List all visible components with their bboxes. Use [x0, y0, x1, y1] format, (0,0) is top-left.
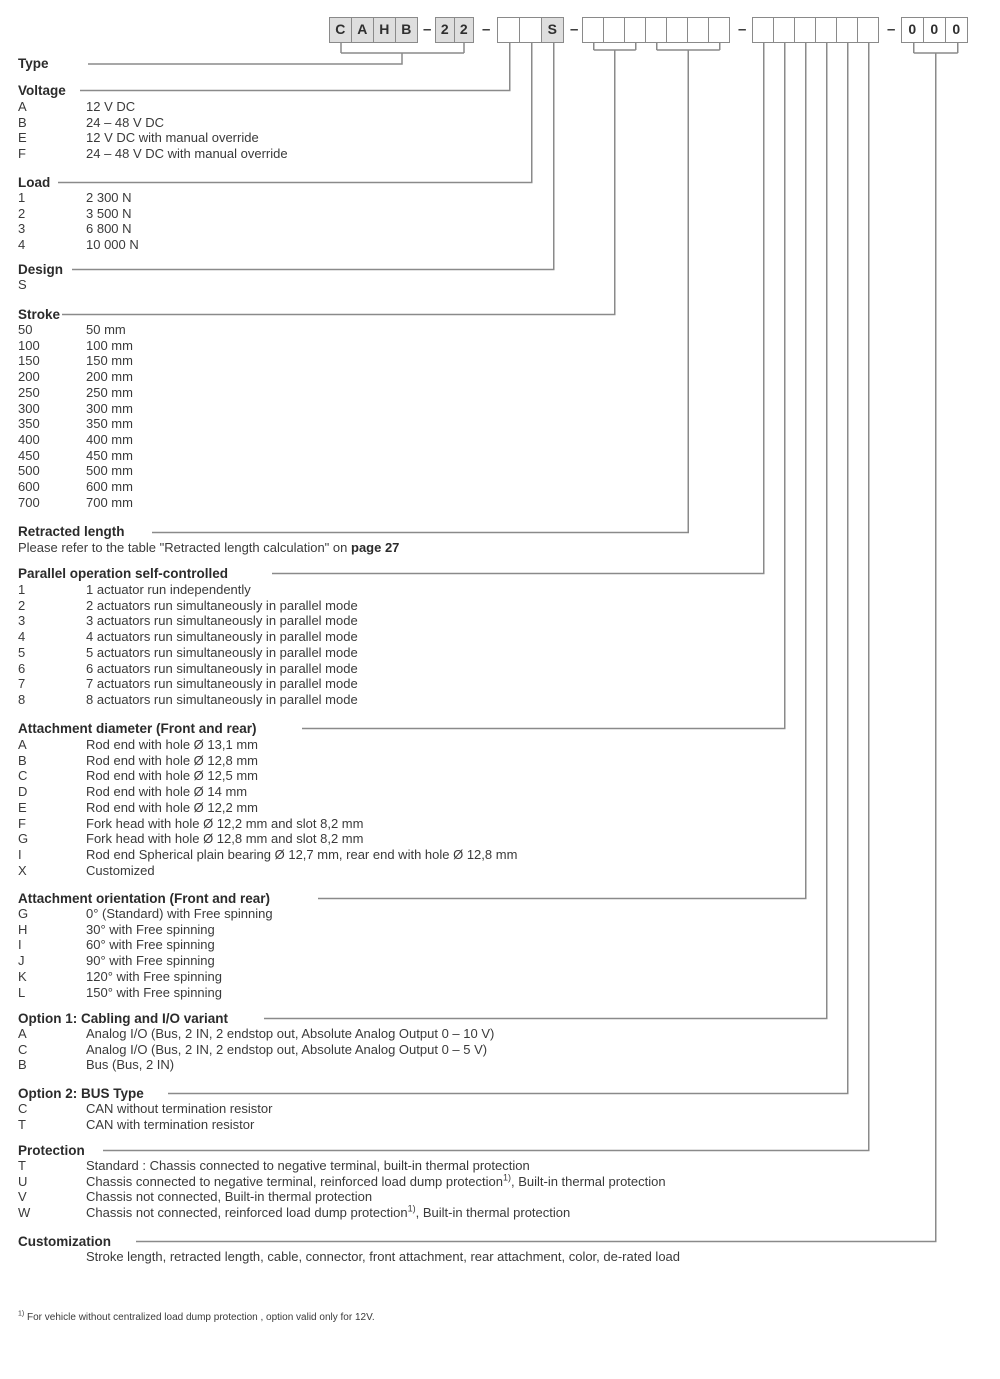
- option-code: J: [18, 953, 25, 969]
- option-code: X: [18, 862, 27, 878]
- option-code: U: [18, 1173, 28, 1189]
- option-row: [18, 338, 133, 354]
- code-box: [836, 17, 859, 43]
- option-desc: Fork head with hole Ø 12,8 mm and slot 8,2 mm: [86, 831, 364, 847]
- option-code: 1: [18, 190, 26, 205]
- option-code: 1: [18, 582, 26, 597]
- connector-stroke: [62, 43, 636, 315]
- option-desc: Chassis not connected, reinforced load dump protection$^{1)}$, Built-in thermal protection: [86, 1203, 571, 1221]
- code-box: 0: [901, 17, 925, 43]
- option-code: B: [18, 114, 27, 130]
- option-desc: 2 300 N: [86, 190, 132, 205]
- option-code: I: [18, 846, 22, 862]
- option-code: A: [18, 99, 27, 114]
- option-row: [18, 1101, 272, 1117]
- code-group-series: [330, 17, 418, 43]
- option-desc: 50 mm: [86, 322, 126, 337]
- code-box: [687, 17, 710, 43]
- option-row: [18, 753, 517, 769]
- code-box: [603, 17, 626, 43]
- code-box: 2: [435, 17, 456, 43]
- code-group-stroke-retracted: [583, 17, 730, 43]
- option-code: T: [18, 1158, 26, 1173]
- option-code: 2: [18, 597, 26, 613]
- code-box: [497, 17, 521, 43]
- option-row: [18, 322, 133, 338]
- option-code: 350: [18, 416, 40, 432]
- section-title-protection: Protection: [18, 1143, 85, 1158]
- option-desc: 700 mm: [86, 494, 133, 510]
- option-row: [18, 969, 273, 985]
- section-title-option2: Option 2: BUS Type: [18, 1086, 144, 1101]
- section-title-design: Design: [18, 262, 64, 277]
- option-row: [18, 146, 288, 162]
- option-desc: 150° with Free spinning: [86, 984, 222, 1000]
- code-group-size: [436, 17, 474, 43]
- option-desc: Customized: [86, 862, 155, 878]
- option-desc: 300 mm: [86, 400, 133, 416]
- code-box: [645, 17, 668, 43]
- option-desc: Rod end with hole Ø 12,8 mm: [86, 752, 258, 768]
- option-code: 3: [18, 613, 26, 629]
- option-desc: Fork head with hole Ø 12,2 mm and slot 8,2 mm: [86, 815, 364, 831]
- option-desc: 100 mm: [86, 337, 133, 353]
- option-code: K: [18, 968, 27, 984]
- option-code: T: [18, 1116, 26, 1132]
- option-desc: 3 500 N: [86, 205, 132, 221]
- code-group-options: [753, 17, 879, 43]
- section-title-type: Type: [18, 56, 49, 71]
- option-desc: 3 actuators run simultaneously in parallel mode: [86, 613, 358, 629]
- code-box: [708, 17, 731, 43]
- option-desc: 7 actuators run simultaneously in parallel mode: [86, 676, 358, 692]
- option-desc: 1 actuator run independently: [86, 582, 251, 597]
- option-row: [18, 737, 517, 753]
- option-code: 4: [18, 237, 26, 253]
- code-box: [773, 17, 796, 43]
- option-row: [18, 598, 358, 614]
- parallel-operation-options: [18, 582, 358, 708]
- option-code: 250: [18, 384, 40, 400]
- option-row: [18, 985, 273, 1001]
- option-code: 7: [18, 676, 26, 692]
- option-desc: 400 mm: [86, 431, 133, 447]
- option-row: [18, 416, 133, 432]
- option-desc: 8 actuators run simultaneously in parallel mode: [86, 691, 358, 707]
- option-code: 700: [18, 494, 40, 510]
- option-row: [18, 1174, 666, 1190]
- option-row: [18, 800, 517, 816]
- option-row: [18, 221, 139, 237]
- option-row: [18, 768, 517, 784]
- retracted-length-note-text: Please refer to the table "Retracted length calculation" on: [18, 540, 351, 555]
- code-dash: –: [423, 21, 432, 38]
- code-group-voltage-load: [498, 17, 542, 43]
- code-group-customization: [902, 17, 968, 43]
- code-box: [857, 17, 880, 43]
- order-code-builder: [0, 0, 1000, 60]
- code-box: H: [373, 17, 397, 43]
- option-code: 450: [18, 447, 40, 463]
- code-group-design: [542, 17, 564, 43]
- code-box: 0: [945, 17, 969, 43]
- section-title-load: Load: [18, 175, 51, 190]
- option-code: E: [18, 799, 27, 815]
- option-code: S: [18, 277, 27, 292]
- code-box: S: [541, 17, 565, 43]
- option-row: [18, 432, 133, 448]
- option-desc: 4 actuators run simultaneously in parallel mode: [86, 629, 358, 645]
- option-desc: Rod end with hole Ø 12,2 mm: [86, 799, 258, 815]
- option-desc: 250 mm: [86, 384, 133, 400]
- code-box: 0: [923, 17, 947, 43]
- footnote-marker: 1): [18, 1310, 25, 1318]
- option-desc: 10 000 N: [86, 237, 139, 253]
- option-desc: 90° with Free spinning: [86, 953, 215, 969]
- option-row: [18, 1205, 666, 1221]
- option-row: [18, 831, 517, 847]
- option-desc: 24 – 48 V DC with manual override: [86, 146, 288, 162]
- option-code: A: [18, 737, 27, 752]
- option-desc: 12 V DC: [86, 99, 136, 114]
- option-desc: Analog I/O (Bus, 2 IN, 2 endstop out, Absolute Analog Output 0 – 10 V): [86, 1026, 495, 1041]
- option-desc: 30° with Free spinning: [86, 921, 215, 937]
- option-desc: CAN without termination resistor: [86, 1101, 273, 1116]
- option-code: 6: [18, 660, 26, 676]
- attachment-diameter-options: [18, 737, 517, 878]
- option-code: 2: [18, 205, 26, 221]
- option-desc: Chassis connected to negative terminal, reinforced load dump protection$^{1)}$, Built-in thermal protection: [86, 1172, 666, 1189]
- option-code: 200: [18, 369, 40, 385]
- option-row: [18, 692, 358, 708]
- option-desc: Rod end Spherical plain bearing Ø 12,7 mm, rear end with hole Ø 12,8 mm: [86, 846, 518, 862]
- option-code: C: [18, 1041, 28, 1057]
- option-desc: 6 actuators run simultaneously in parallel mode: [86, 660, 358, 676]
- option-desc: 12 V DC with manual override: [86, 130, 259, 146]
- option-row: [18, 99, 288, 115]
- retracted-length-page-ref: page 27: [351, 540, 400, 555]
- option-desc: 150 mm: [86, 353, 133, 369]
- option-code: 8: [18, 691, 26, 707]
- customization-note: Stroke length, retracted length, cable, connector, front attachment, rear attachment, color, de-rated load: [86, 1249, 681, 1264]
- option-code: 4: [18, 629, 26, 645]
- option-row: [18, 645, 358, 661]
- option-desc: 120° with Free spinning: [86, 968, 222, 984]
- code-box: [519, 17, 543, 43]
- code-dash: –: [887, 21, 896, 38]
- option-code: H: [18, 921, 28, 937]
- option-code: 100: [18, 337, 40, 353]
- code-dash: –: [482, 21, 491, 38]
- option-row: [18, 206, 139, 222]
- option-code: G: [18, 906, 29, 921]
- option-row: [18, 130, 288, 146]
- option-desc: Rod end with hole Ø 14 mm: [86, 784, 248, 800]
- retracted-length-note: [18, 540, 399, 556]
- option-desc: CAN with termination resistor: [86, 1116, 255, 1132]
- option-desc: Standard : Chassis connected to negative terminal, built-in thermal protection: [86, 1158, 530, 1173]
- option-code: 50: [18, 322, 33, 337]
- load-options: [18, 190, 139, 253]
- option-row: [18, 401, 133, 417]
- option-row: [18, 1042, 494, 1058]
- option-desc: 350 mm: [86, 416, 133, 432]
- option-code: C: [18, 1101, 28, 1116]
- option-row: [18, 369, 133, 385]
- option-row: [18, 613, 358, 629]
- option-desc: 200 mm: [86, 369, 133, 385]
- option-desc: Analog I/O (Bus, 2 IN, 2 endstop out, Absolute Analog Output 0 – 5 V): [86, 1041, 488, 1057]
- code-box: C: [329, 17, 353, 43]
- connector-attachment-diameter: [302, 43, 785, 729]
- code-box: [794, 17, 817, 43]
- code-box: A: [351, 17, 375, 43]
- option-row: [18, 385, 133, 401]
- option-code: B: [18, 1057, 27, 1073]
- option-row: [18, 479, 133, 495]
- option-code: F: [18, 146, 26, 162]
- code-box: 2: [454, 17, 475, 43]
- option-code: V: [18, 1189, 27, 1205]
- option-row: [18, 1117, 272, 1133]
- option-row: [18, 953, 273, 969]
- code-box: [624, 17, 647, 43]
- option-code: I: [18, 937, 22, 953]
- protection-options: [18, 1158, 666, 1221]
- option-row: [18, 629, 358, 645]
- option-row: [18, 1189, 666, 1205]
- option-row: [18, 463, 133, 479]
- option-desc: 2 actuators run simultaneously in parallel mode: [86, 597, 358, 613]
- option-code: 600: [18, 479, 40, 495]
- stroke-options: [18, 322, 133, 510]
- voltage-options: [18, 99, 288, 162]
- footnote: [18, 1312, 375, 1323]
- option-desc: 60° with Free spinning: [86, 937, 215, 953]
- option-row: [18, 115, 288, 131]
- option-code: W: [18, 1205, 31, 1221]
- option-desc: 500 mm: [86, 463, 133, 479]
- option-desc: 0° (Standard) with Free spinning: [86, 906, 273, 921]
- option-desc: 6 800 N: [86, 221, 132, 237]
- section-title-retracted-length: Retracted length: [18, 524, 125, 539]
- option-code: A: [18, 1026, 27, 1041]
- option-code: 3: [18, 221, 26, 237]
- option-desc: 450 mm: [86, 447, 133, 463]
- option-row: [18, 582, 358, 598]
- option-row: [18, 448, 133, 464]
- option-row: [18, 937, 273, 953]
- option-row: [18, 784, 517, 800]
- design-options: [18, 277, 86, 293]
- option-row: [18, 906, 273, 922]
- option-code: 5: [18, 644, 26, 660]
- option-row: [18, 1057, 494, 1073]
- option-desc: Rod end with hole Ø 12,5 mm: [86, 768, 258, 784]
- code-box: [582, 17, 605, 43]
- code-box: [752, 17, 775, 43]
- option-code: 150: [18, 353, 40, 369]
- option-code: 500: [18, 463, 40, 479]
- option-desc: 600 mm: [86, 479, 133, 495]
- section-title-attachment-orientation: Attachment orientation (Front and rear): [18, 891, 271, 906]
- attachment-orientation-options: [18, 906, 273, 1000]
- section-title-voltage: Voltage: [18, 83, 66, 98]
- option-row: [18, 495, 133, 511]
- option-code: 400: [18, 431, 40, 447]
- option-row: [18, 1158, 666, 1174]
- option-code: 300: [18, 400, 40, 416]
- option-row: [18, 922, 273, 938]
- option-row: [18, 353, 133, 369]
- code-box: B: [395, 17, 419, 43]
- option-row: [18, 277, 86, 293]
- option-row: [18, 847, 517, 863]
- option-code: L: [18, 984, 26, 1000]
- code-box: [815, 17, 838, 43]
- code-dash: –: [738, 21, 747, 38]
- option-desc: 5 actuators run simultaneously in parallel mode: [86, 644, 358, 660]
- option-row: [18, 661, 358, 677]
- option-code: C: [18, 768, 28, 784]
- section-title-attachment-diameter: Attachment diameter (Front and rear): [18, 721, 257, 736]
- option-row: [18, 676, 358, 692]
- option1-options: [18, 1026, 494, 1073]
- option-code: B: [18, 752, 27, 768]
- option-desc: Rod end with hole Ø 13,1 mm: [86, 737, 258, 752]
- option-code: G: [18, 831, 29, 847]
- option-row: [18, 190, 139, 206]
- option-desc: 24 – 48 V DC: [86, 114, 165, 130]
- section-title-parallel-operation: Parallel operation self-controlled: [18, 566, 229, 581]
- code-dash: –: [570, 21, 579, 38]
- option-desc: Bus (Bus, 2 IN): [86, 1057, 175, 1073]
- footnote-text: For vehicle without centralized load dump protection , option valid only for 12V.: [24, 1312, 375, 1323]
- option-row: [18, 237, 139, 253]
- option-code: F: [18, 815, 26, 831]
- option-code: D: [18, 784, 28, 800]
- option-code: E: [18, 130, 27, 146]
- option-desc: Chassis not connected, Built-in thermal protection: [86, 1189, 373, 1205]
- option-row: [18, 1026, 494, 1042]
- option2-options: [18, 1101, 272, 1132]
- section-title-stroke: Stroke: [18, 307, 61, 322]
- option-row: [18, 816, 517, 832]
- section-title-option1: Option 1: Cabling and I/O variant: [18, 1011, 229, 1026]
- option-row: [18, 863, 517, 879]
- section-title-customization: Customization: [18, 1234, 111, 1249]
- connector-parallel: [272, 43, 764, 574]
- code-box: [666, 17, 689, 43]
